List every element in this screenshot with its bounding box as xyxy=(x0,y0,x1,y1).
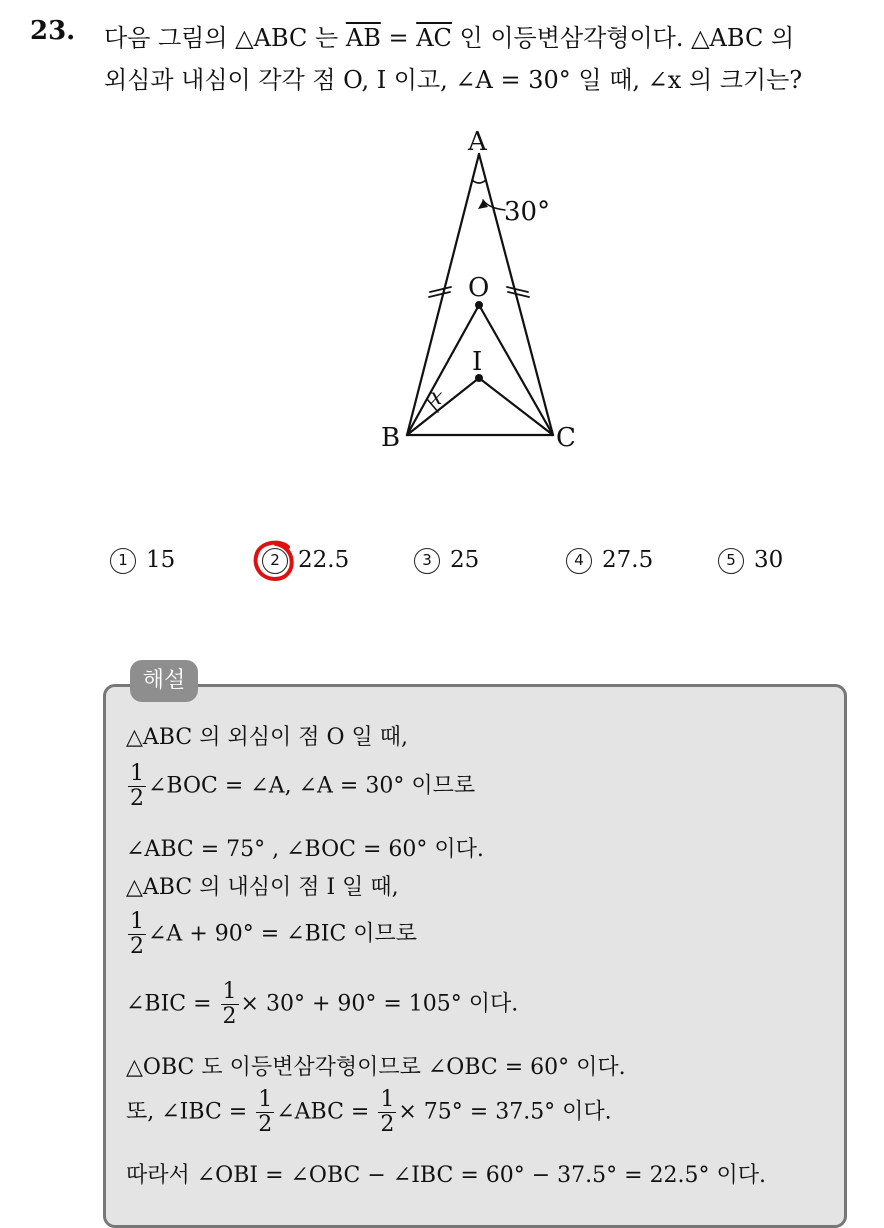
solution-line-4: △ABC 의 내심이 점 I 일 때, xyxy=(126,875,399,900)
segment-ib xyxy=(407,378,479,435)
solution-text: × 30° + 90° = 105° 이다. xyxy=(240,991,519,1017)
choice-value-4: 27.5 xyxy=(602,547,654,573)
segment-ob xyxy=(407,305,479,435)
choice-number-5: 5 xyxy=(718,548,744,574)
solution-text: ∠ABC = xyxy=(276,1099,377,1125)
tick-ab-1 xyxy=(430,287,451,292)
fraction-half xyxy=(256,1088,274,1137)
question-text-a: 다음 그림의 △ABC 는 xyxy=(104,24,346,52)
label-x: x xyxy=(430,385,443,410)
solution-text: ∠BOC = ∠A, ∠A = 30° 이므로 xyxy=(148,773,476,799)
solution-line-9: 따라서 ∠OBI = ∠OBC − ∠IBC = 60° − 37.5° = 22.5° 이다. xyxy=(126,1163,767,1188)
fraction-numerator: 1 xyxy=(258,1087,273,1112)
label-angle-30: 30° xyxy=(504,197,551,227)
solution-text: 또, ∠IBC = xyxy=(126,1099,255,1125)
solution-text: ∠A + 90° = ∠BIC 이므로 xyxy=(148,921,418,947)
fraction-numerator: 1 xyxy=(130,761,144,786)
choice-value-1: 15 xyxy=(146,547,176,573)
question-line-2: 외심과 내심이 각각 점 O, I 이고, ∠A = 30° 일 때, ∠x 의 크기는? xyxy=(104,66,803,94)
choice-number-3: 3 xyxy=(414,548,440,574)
fraction-half xyxy=(378,1088,396,1137)
mark-stroke xyxy=(256,543,292,579)
tick-ac-1 xyxy=(507,287,528,292)
fraction-denominator: 2 xyxy=(222,1004,237,1029)
fraction-numerator: 1 xyxy=(130,909,144,934)
tick-ac-2 xyxy=(508,292,529,297)
label-o: O xyxy=(468,273,490,303)
choice-4[interactable] xyxy=(566,547,653,574)
tick-ab-2 xyxy=(429,292,450,297)
segment-ab: $\overline{AB}$ xyxy=(345,24,381,52)
fraction-half xyxy=(221,980,239,1029)
fraction-denominator: 2 xyxy=(130,786,144,811)
fraction-half xyxy=(128,762,146,811)
label-b: B xyxy=(381,423,401,453)
fraction-denominator: 2 xyxy=(130,934,144,959)
question-line-1 xyxy=(104,18,794,53)
label-a: A xyxy=(468,127,487,157)
solution-line-7: △OBC 도 이등변삼각형이므로 ∠OBC = 60° 이다. xyxy=(126,1055,626,1080)
equals-sign: = xyxy=(380,24,417,52)
choice-value-5: 30 xyxy=(754,547,784,573)
choice-3[interactable] xyxy=(414,547,479,574)
question-text-b: 인 이등변삼각형이다. △ABC 의 xyxy=(451,24,795,52)
solution-text: × 75° = 37.5° 이다. xyxy=(398,1099,612,1125)
fraction-denominator: 2 xyxy=(258,1112,273,1137)
choice-1[interactable] xyxy=(110,547,175,574)
triangle-figure xyxy=(370,120,600,460)
solution-line-6 xyxy=(126,980,518,1029)
choice-number-2: 2 xyxy=(262,548,288,574)
fraction-half xyxy=(128,910,146,959)
choice-value-2: 22.5 xyxy=(298,547,350,573)
segment-ic xyxy=(479,378,553,435)
choice-number-4: 4 xyxy=(566,548,592,574)
label-i: I xyxy=(472,347,483,377)
angle-a-arc xyxy=(472,180,486,183)
segment-ac: $\overline{AC}$ xyxy=(416,24,452,52)
fraction-numerator: 1 xyxy=(222,979,237,1004)
solution-text: ∠BIC = xyxy=(126,991,219,1017)
choice-5[interactable] xyxy=(718,547,783,574)
solution-line-8 xyxy=(126,1088,612,1137)
question-number: 23. xyxy=(30,16,76,46)
solution-line-3: ∠ABC = 75° , ∠BOC = 60° 이다. xyxy=(126,837,484,862)
solution-tag: 해설 xyxy=(130,660,198,702)
segment-oc xyxy=(479,305,553,435)
answer-mark-circle xyxy=(250,537,298,585)
solution-line-2 xyxy=(126,762,475,811)
solution-line-5 xyxy=(126,910,417,959)
fraction-denominator: 2 xyxy=(380,1112,395,1137)
choice-number-1: 1 xyxy=(110,548,136,574)
label-c: C xyxy=(556,423,576,453)
solution-line-1: △ABC 의 외심이 점 O 일 때, xyxy=(126,725,408,750)
choice-value-3: 25 xyxy=(450,547,480,573)
fraction-numerator: 1 xyxy=(380,1087,395,1112)
answer-choices xyxy=(0,547,884,581)
